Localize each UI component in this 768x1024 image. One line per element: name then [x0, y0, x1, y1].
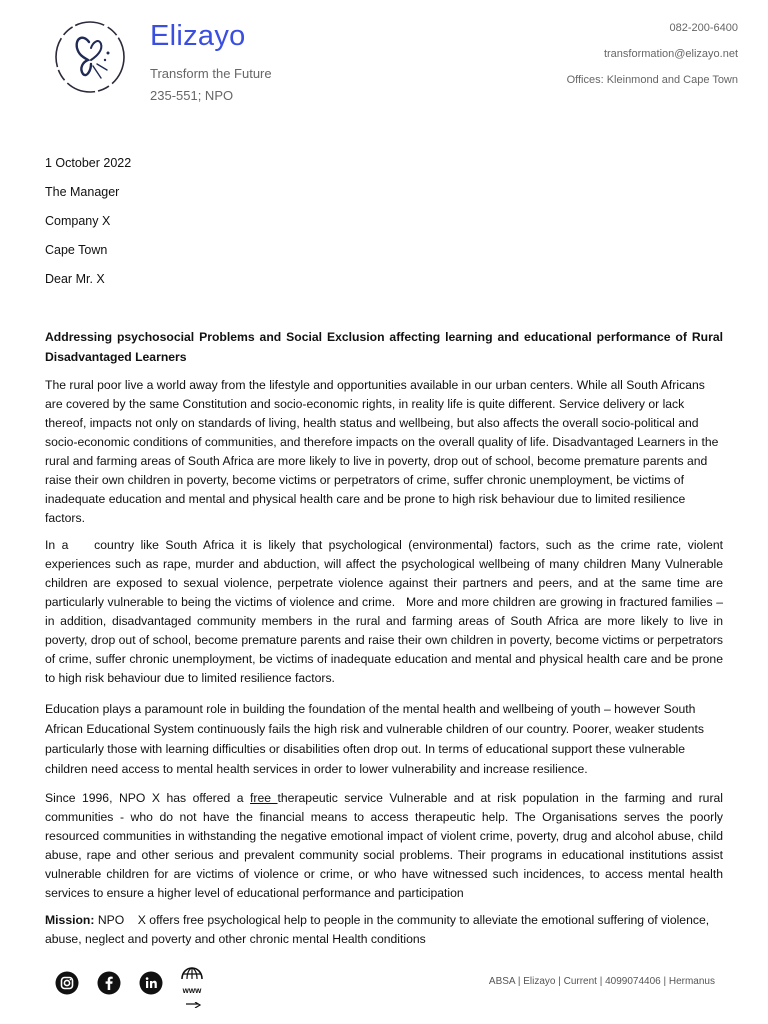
letter-subject: Addressing psychosocial Problems and Social Exclusion affecting learning and educational performance of Rural Disadvantaged Learners	[45, 330, 723, 364]
salutation: Dear Mr. X	[45, 272, 105, 286]
letter-date: 1 October 2022	[45, 156, 132, 170]
recipient: The Manager	[45, 185, 120, 199]
social-links	[55, 971, 215, 1001]
phone-number: 082-200-6400	[669, 22, 738, 34]
company: Company X	[45, 214, 111, 228]
mission-statement	[45, 911, 723, 949]
butterfly-logo-icon	[53, 20, 127, 94]
instagram-icon[interactable]	[55, 971, 79, 995]
globe-icon	[179, 967, 205, 981]
email-address[interactable]: transformation@elizayo.net	[603, 48, 738, 60]
mission-text: NPO X offers free psychological help to people in the community to alleviate the emotional suffering of violence, abuse, neglect and poverty and other chronic mental Health conditions	[45, 913, 713, 946]
letterhead	[0, 0, 768, 130]
offices: Offices: Kleinmond and Cape Town	[566, 74, 738, 86]
paragraph-2: In a country like South Africa it is likely that psychological (environmental) factors, such as the crime rate, violent experiences such as rape, murder and abduction, will affect the psychological wellbeing of many children Many Vulnerable children are exposed to sexual violence, perpetrate violence against their partners and peers, and at the same time are particularly vulnerable to being the victims of violence and crime. More and more children are growing in fractured families – in addition, disadvantaged community members in the rural and farming areas of South Africa are more likely to live in poverty, drop out of school, become premature parents and raise their own children in poverty, become victims or perpetrators of crime, suffer chronic unemployment, be victims of inadequate education and mental and physical health care and be prone to high risk behaviour due to limited resilience factors.	[45, 538, 727, 685]
paragraph-1: The rural poor live a world away from the lifestyle and opportunities available in our urban centers. While all South Africans are covered by the same Constitution and socio-economic rights, in reality life is quite different. Service delivery or lack thereof, impacts not only on standards of living, health status and wellbeing, but also affects the overall socio-political and socio-economic conditions of communities, and therefore impacts on the overall quality of life. Disadvantaged Learners in the rural and farming areas of South Africa are more likely to live in poverty, drop out of school, become premature parents and raise their own children in poverty, become victims or perpetrators of crime, suffer chronic unemployment, be victims of inadequate education and mental and physical health care and be prone to high risk behaviour due to limited resilience factors.	[45, 378, 719, 525]
cursor-icon	[179, 1002, 205, 1008]
tagline: Transform the Future	[150, 66, 272, 81]
facebook-icon[interactable]	[97, 971, 121, 995]
linkedin-icon[interactable]	[139, 971, 163, 995]
www-label: www	[182, 986, 202, 995]
p4-rest: therapeutic service Vulnerable and at risk population in the farming and rural communities - who do not have the financial means to access therapeutic help. The Organisations serves the poorly resourced communities in withstanding the negative emotional impact of violent crime, poverty, drug and alcohol abuse, child abuse, rape and other serious and prevalent community social problems. Their programs in educational institutions assist vulnerable children for are victims of violence or crime, or who have witnessed such incidences, to access mental health services to ensure a higher level of educational performance and participation	[45, 791, 723, 900]
paragraph-3: Education plays a paramount role in building the foundation of the mental health and wellbeing of youth – however South African Educational System continuously fails the high risk and vulnerable children of our country. Poorer, weaker students particularly those with learning difficulties or disabilities often drop out. In terms of educational support these vulnerable children need access to mental health services in order to lower vulnerability and increase resilience.	[45, 702, 704, 776]
city: Cape Town	[45, 243, 108, 257]
registration-number: 235-551; NPO	[150, 88, 234, 103]
website-icon[interactable]	[179, 967, 205, 995]
mission-label: Mission:	[45, 913, 95, 927]
free-underlined: free	[250, 791, 278, 805]
bank-details: ABSA | Elizayo | Current | 4099074406 | Hermanus	[488, 976, 715, 987]
org-name: Elizayo	[150, 20, 246, 52]
paragraph-4	[45, 789, 723, 903]
p4-start: Since 1996, NPO X has offered a	[45, 791, 251, 805]
